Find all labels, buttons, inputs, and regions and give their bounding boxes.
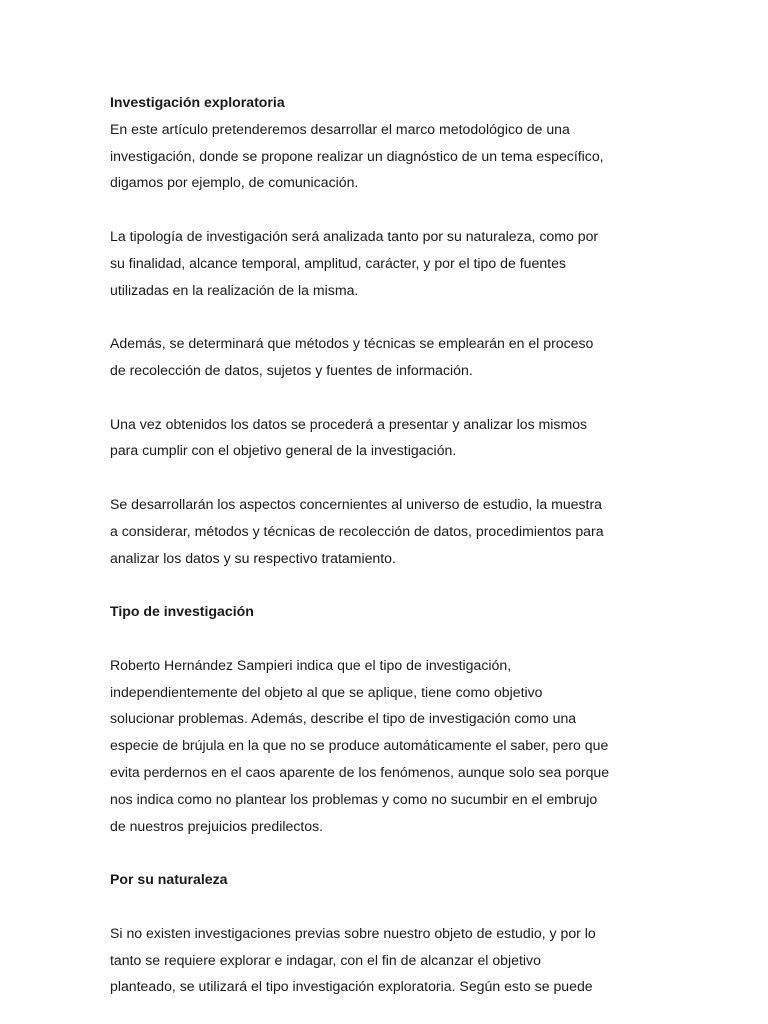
paragraph-line: tanto se requiere explorar e indagar, con el fin de alcanzar el objetivo: [110, 951, 541, 968]
paragraph-line: nos indica como no plantear los problemas y como no sucumbir en el embrujo: [110, 790, 598, 807]
paragraph-line: Una vez obtenidos los datos se procederá a presentar y analizar los mismos: [110, 415, 588, 432]
paragraph-line: especie de brújula en la que no se produce automáticamente el saber, pero que: [110, 737, 609, 754]
paragraph-line: En este artículo pretenderemos desarrollar el marco metodológico de una: [110, 120, 570, 137]
paragraph-gap: [110, 464, 670, 491]
paragraph-line: su finalidad, alcance temporal, amplitud, carácter, y por el tipo de fuentes: [110, 254, 566, 271]
paragraph-sampieri: [110, 652, 670, 840]
paragraph-line: Si no existen investigaciones previas sobre nuestro objeto de estudio, y por lo: [110, 924, 596, 941]
paragraph-tipologia: [110, 223, 670, 303]
paragraph-line: independientemente del objeto al que se aplique, tiene como objetivo: [110, 683, 543, 700]
paragraph-line: Roberto Hernández Sampieri indica que el tipo de investigación,: [110, 656, 512, 673]
paragraph-datos: [110, 411, 670, 465]
paragraph-line: La tipología de investigación será analizada tanto por su naturaleza, como por: [110, 227, 599, 244]
paragraph-gap: [110, 196, 670, 223]
paragraph-line: planteado, se utilizará el tipo investigación exploratoria. Según esto se puede: [110, 978, 593, 995]
paragraph-gap: [110, 303, 670, 330]
paragraph-gap: [110, 571, 670, 598]
section-heading-naturaleza: Por su naturaleza: [110, 871, 228, 888]
paragraph-line: de recolección de datos, sujetos y fuentes de información.: [110, 361, 473, 378]
section-heading-tipo: Tipo de investigación: [110, 603, 254, 620]
paragraph-line: a considerar, métodos y técnicas de recolección de datos, procedimientos para: [110, 522, 604, 539]
paragraph-gap: [110, 625, 670, 652]
paragraph-line: utilizadas en la realización de la misma.: [110, 281, 359, 298]
paragraph-line: Además, se determinará que métodos y técnicas se emplearán en el proceso: [110, 335, 594, 352]
paragraph-gap: [110, 384, 670, 411]
paragraph-universo: [110, 491, 670, 571]
paragraph-line: evita perdernos en el caos aparente de los fenómenos, aunque solo sea porque: [110, 763, 610, 780]
paragraph-metodos: [110, 330, 670, 384]
paragraph-intro: [110, 116, 670, 196]
paragraph-naturaleza: [110, 920, 670, 1000]
paragraph-gap: [110, 893, 670, 920]
paragraph-line: analizar los datos y su respectivo tratamiento.: [110, 549, 396, 566]
paragraph-line: solucionar problemas. Además, describe el tipo de investigación como una: [110, 710, 577, 727]
paragraph-line: Se desarrollarán los aspectos concernientes al universo de estudio, la muestra: [110, 495, 602, 512]
paragraph-line: investigación, donde se propone realizar un diagnóstico de un tema específico,: [110, 147, 604, 164]
document-page: [110, 89, 670, 1000]
paragraph-line: digamos por ejemplo, de comunicación.: [110, 174, 359, 191]
document-title: Investigación exploratoria: [110, 94, 285, 110]
paragraph-gap: [110, 839, 670, 866]
paragraph-line: para cumplir con el objetivo general de la investigación.: [110, 442, 457, 459]
paragraph-line: de nuestros prejuicios predilectos.: [110, 817, 324, 834]
